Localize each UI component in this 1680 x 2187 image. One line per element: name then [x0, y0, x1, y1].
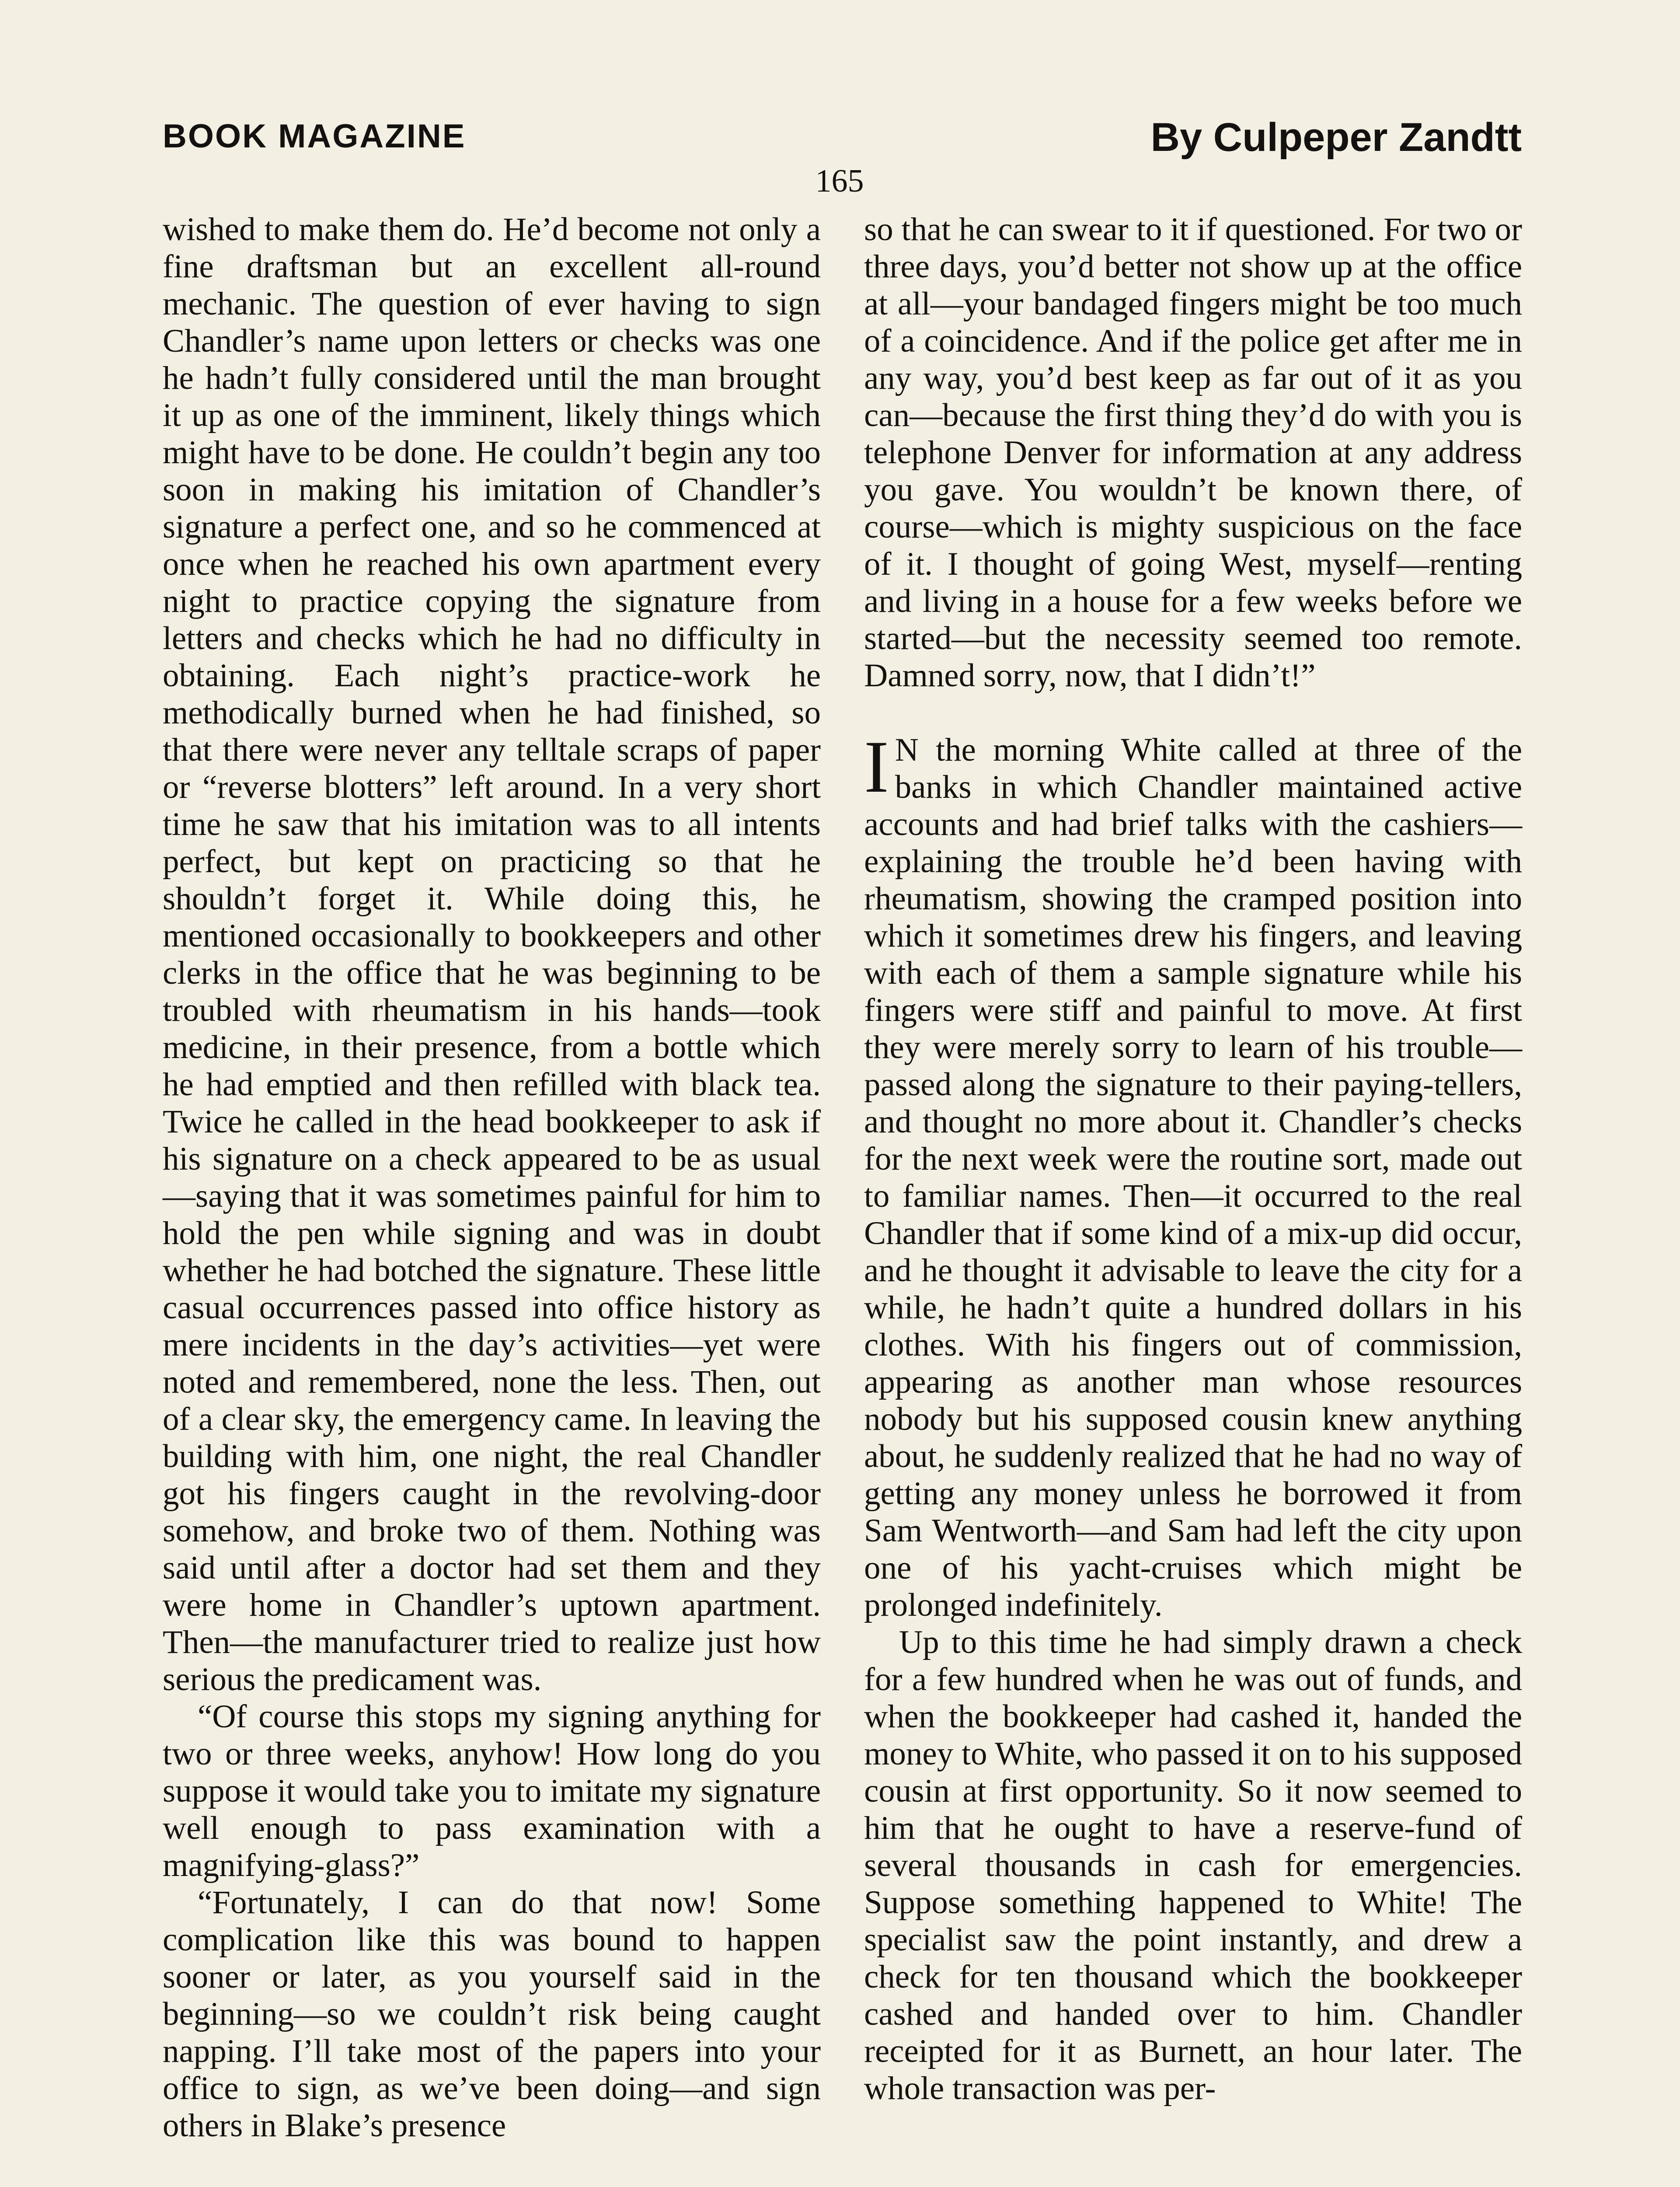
drop-cap: I [864, 726, 889, 808]
paragraph: so that he can swear to it if questioned. For two or three days, you’d better not show up at the office at all—your bandaged fingers might be too much of a coincidence. And if the police get after me in any way, you’d best keep as far out of it as you can—because the first thing they’d do with you is telephone Denver for information at any address you gave. You wouldn’t be known there, of course—which is mighty suspicious on the face of it. I thought of going West, myself—renting and living in a house for a few weeks before we started—but the necessity seemed too remote. Damned sorry, now, that I didn’t!” [864, 211, 1522, 694]
page-number: 165 [815, 163, 864, 199]
author-byline: By Culpeper Zandtt [1150, 115, 1522, 160]
section-opening-paragraph [864, 726, 1522, 1624]
paragraph: Up to this time he had simply drawn a check for a few hundred when he was out of funds, and when the bookkeeper had cashed it, handed the money to White, who passed it on to his supposed cousin at first opportunity. So it now seemed to him that he ought to have a reserve-fund of several thousands in cash for emergencies. Suppose something happened to White! The specialist saw the point instantly, and drew a check for ten thousand which the bookkeeper cashed and handed over to him. Chandler receipted for it as Burnett, an hour later. The whole transaction was per- [864, 1624, 1522, 2107]
left-column [163, 211, 821, 2144]
paragraph: “Fortunately, I can do that now! Some complication like this was bound to happen sooner or later, as you yourself said in the beginning—so we couldn’t risk being caught napping. I’ll take most of the papers into your office to sign, as we’ve been doing—and sign others in Blake’s presence [163, 1884, 821, 2144]
section-break [864, 694, 1522, 731]
magazine-title: BOOK MAGAZINE [163, 118, 466, 155]
paragraph: wished to make them do. He’d become not only a fine draftsman but an excellent all-round mechanic. The question of ever having to sign Chandler’s name upon letters or checks was one he hadn’t fully considered until the man brought it up as one of the imminent, likely things which might have to be done. He couldn’t begin any too soon in making his imitation of Chandler’s signature a perfect one, and so he commenced at once when he reached his own apartment every night to practice copying the signature from letters and checks which he had no difficulty in obtaining. Each night’s practice-work he methodically burned when he had finished, so that there were never any telltale scraps of paper or “reverse blotters” left around. In a very short time he saw that his imitation was to all intents perfect, but kept on practicing so that he shouldn’t forget it. While doing this, he mentioned occasionally to bookkeepers and other clerks in the office that he was beginning to be troubled with rheumatism in his hands—took medicine, in their presence, from a bottle which he had emptied and then refilled with black tea. Twice he called in the head bookkeeper to ask if his signature on a check appeared to be as usual—saying that it was sometimes painful for him to hold the pen while signing and was in doubt whether he had botched the signature. These little casual occurrences passed into office history as mere incidents in the day’s activities—yet were noted and remembered, none the less. Then, out of a clear sky, the emergency came. In leaving the building with him, one night, the real Chandler got his fingers caught in the revolving-door somehow, and broke two of them. Nothing was said until after a doctor had set them and they were home in Chandler’s uptown apartment. Then—the manufacturer tried to realize just how serious the predicament was. [163, 211, 821, 1698]
right-column [864, 211, 1522, 2107]
paragraph: “Of course this stops my signing anything for two or three weeks, anyhow! How long do you suppose it would take you to imitate my signature well enough to pass examination with a magnifying-glass?” [163, 1698, 821, 1883]
paragraph-text: N the morning White called at three of the banks in which Chandler maintained active accounts and had brief talks with the cashiers—explaining the trouble he’d been having with rheumatism, showing the cramped position into which it sometimes drew his fingers, and leaving with each of them a sample signature while his fingers were stiff and painful to move. At first they were merely sorry to learn of his trouble—passed along the signature to their paying-tellers, and thought no more about it. Chandler’s checks for the next week were the routine sort, made out to familiar names. Then—it occurred to the real Chandler that if some kind of a mix-up did occur, and he thought it advisable to leave the city for a while, he hadn’t quite a hundred dollars in his clothes. With his fingers out of commission, appearing as another man whose resources nobody but his supposed cousin knew anything about, he suddenly realized that he had no way of getting any money unless he borrowed it from Sam Wentworth—and Sam had left the city upon one of his yacht-cruises which might be prolonged indefinitely. [864, 732, 1522, 1623]
